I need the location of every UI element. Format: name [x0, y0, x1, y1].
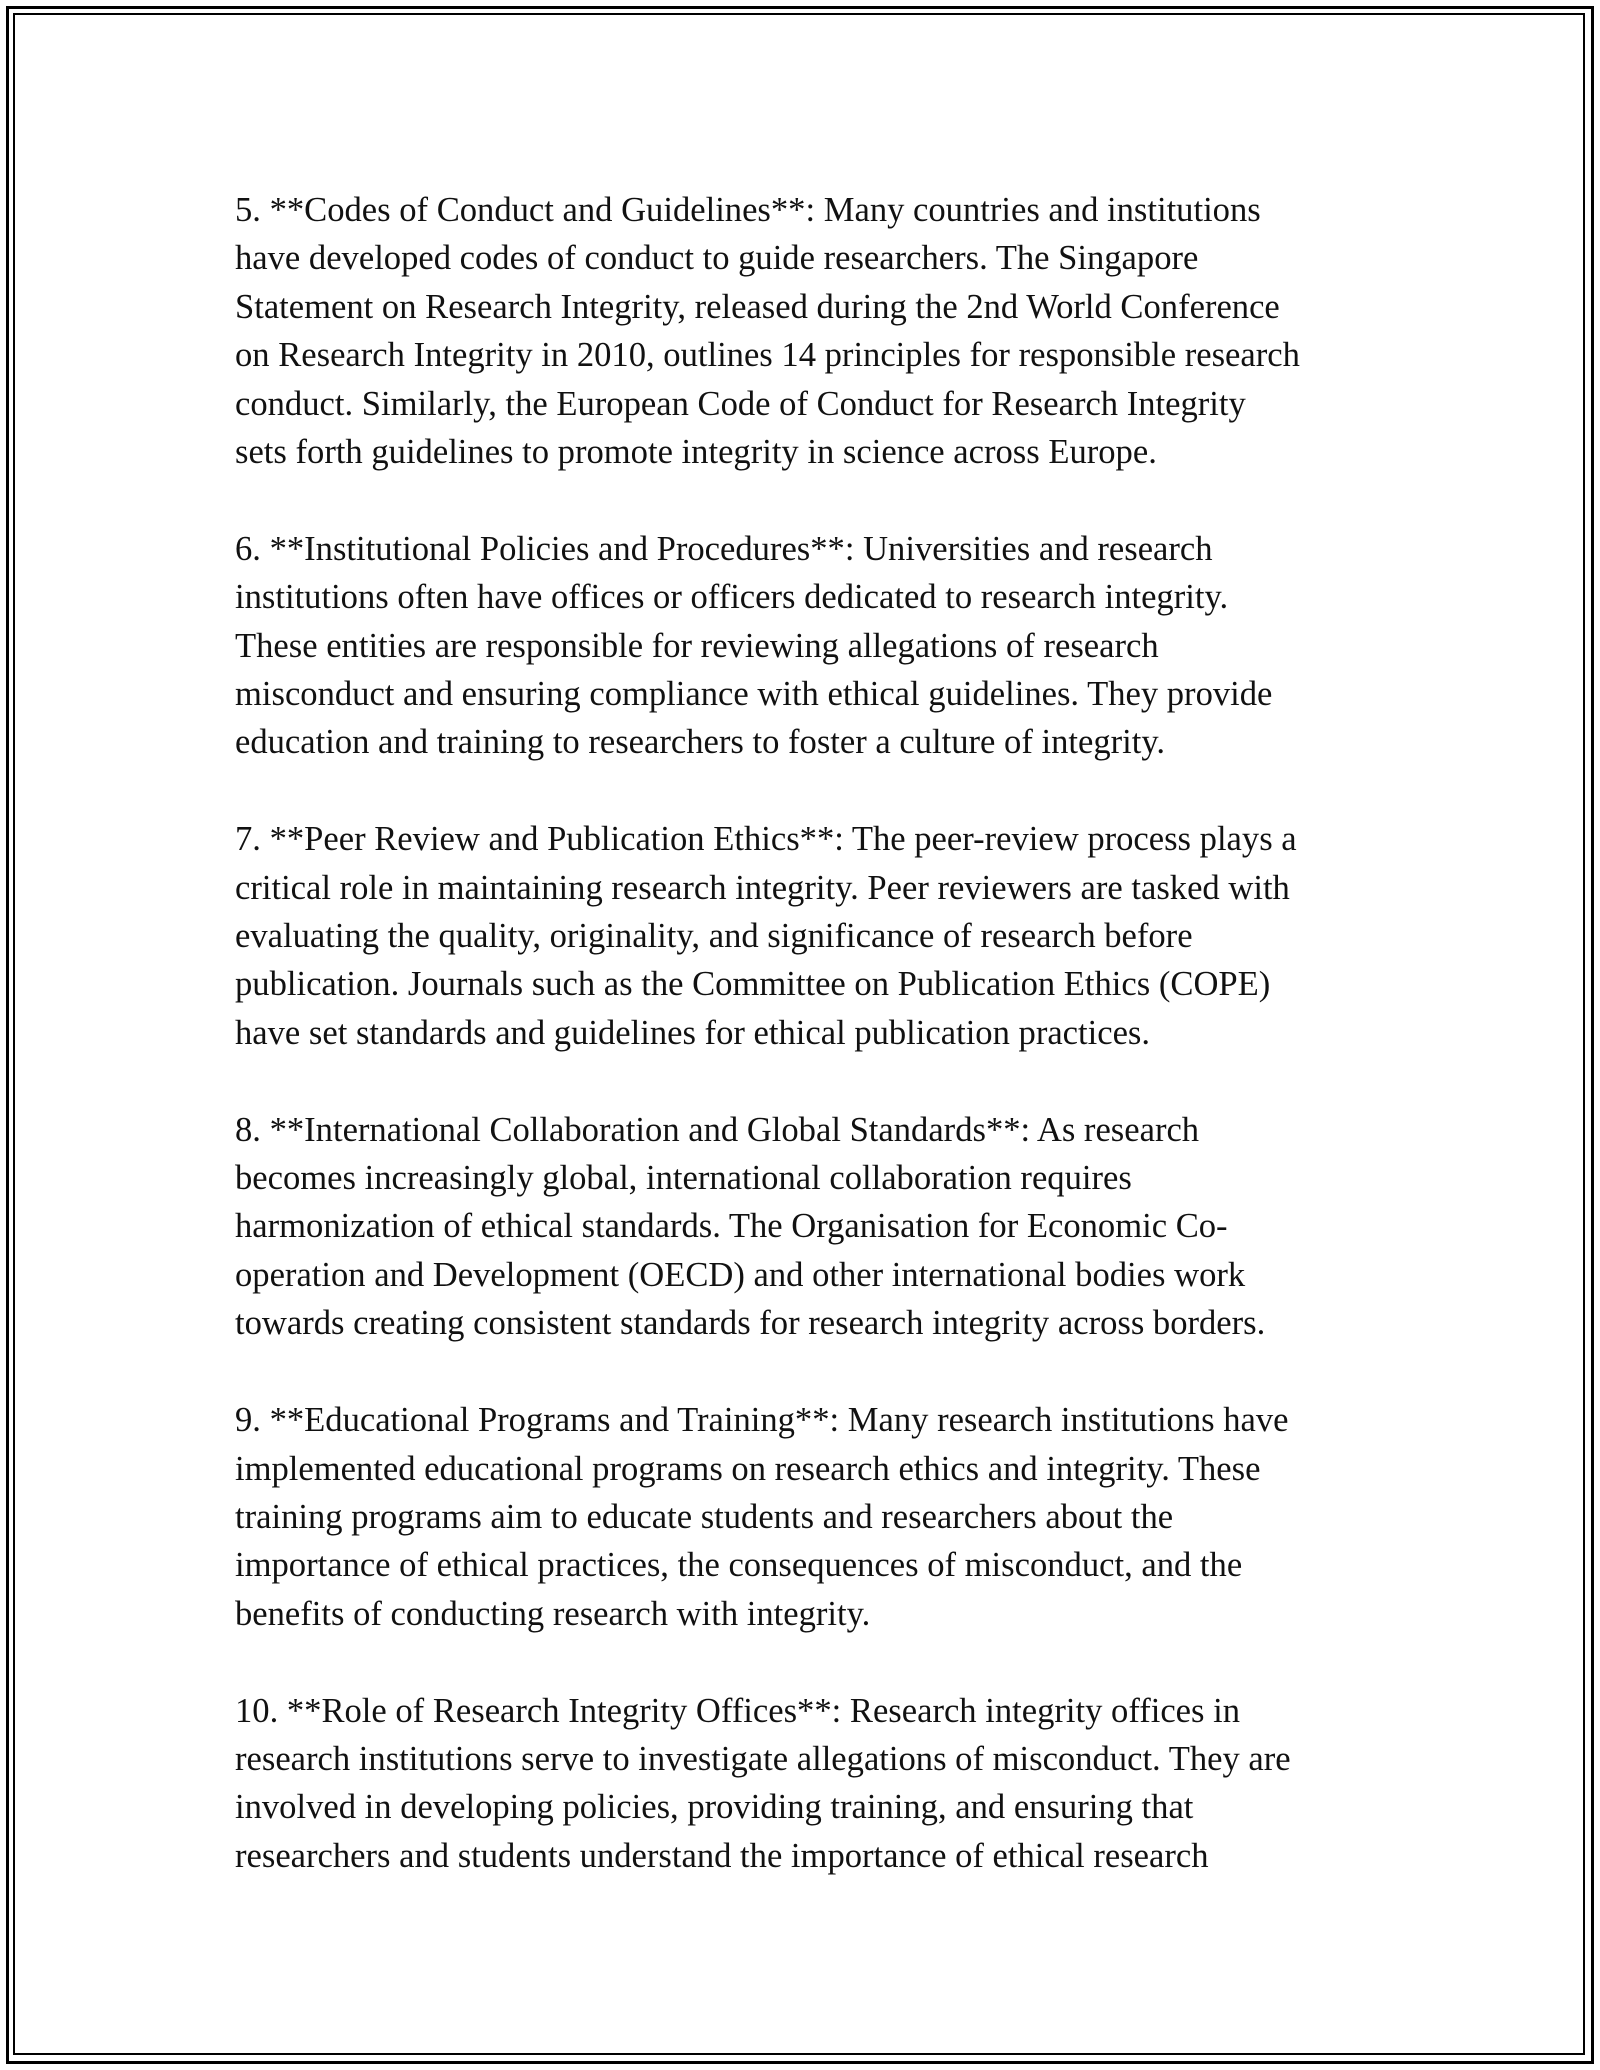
- text-line: 7. **Peer Review and Publication Ethics**: The peer-review process plays a: [235, 820, 1297, 859]
- text-line: conduct. Similarly, the European Code of Conduct for Research Integrity: [235, 384, 1246, 423]
- text-line: researchers and students understand the importance of ethical research: [235, 1836, 1209, 1875]
- text-line: 10. **Role of Research Integrity Offices**: Research integrity offices in: [235, 1691, 1241, 1730]
- paragraph-peer-review: [235, 815, 1365, 1057]
- text-line: towards creating consistent standards for research integrity across borders.: [235, 1304, 1266, 1343]
- text-line: 8. **International Collaboration and Global Standards**: As research: [235, 1110, 1200, 1149]
- text-line: have set standards and guidelines for ethical publication practices.: [235, 1013, 1151, 1052]
- text-line: publication. Journals such as the Committee on Publication Ethics (COPE): [235, 965, 1271, 1004]
- text-line: education and training to researchers to foster a culture of integrity.: [235, 723, 1166, 762]
- text-line: 5. **Codes of Conduct and Guidelines**: Many countries and institutions: [235, 191, 1261, 229]
- text-line: These entities are responsible for reviewing allegations of research: [235, 626, 1159, 665]
- text-line: sets forth guidelines to promote integrity in science across Europe.: [235, 433, 1157, 472]
- paragraph-educational-programs: [235, 1396, 1365, 1638]
- text-line: research institutions serve to investigate allegations of misconduct. They are: [235, 1739, 1291, 1778]
- text-line: Statement on Research Integrity, released during the 2nd World Conference: [235, 287, 1280, 326]
- text-line: importance of ethical practices, the consequences of misconduct, and the: [235, 1546, 1243, 1585]
- text-line: involved in developing policies, providing training, and ensuring that: [235, 1788, 1194, 1827]
- text-line: becomes increasingly global, international collaboration requires: [235, 1159, 1132, 1198]
- paragraph-institutional-policies: [235, 525, 1365, 767]
- text-line: training programs aim to educate students and researchers about the: [235, 1497, 1174, 1536]
- text-line: harmonization of ethical standards. The Organisation for Economic Co-: [235, 1207, 1228, 1246]
- text-line: 9. **Educational Programs and Training**: Many research institutions have: [235, 1401, 1289, 1440]
- text-line: evaluating the quality, originality, and significance of research before: [235, 917, 1193, 956]
- text-line: on Research Integrity in 2010, outlines 14 principles for responsible research: [235, 336, 1300, 375]
- text-line: institutions often have offices or officers dedicated to research integrity.: [235, 578, 1229, 617]
- paragraph-codes-of-conduct: [235, 186, 1365, 476]
- text-line: have developed codes of conduct to guide researchers. The Singapore: [235, 239, 1199, 278]
- document-body: [235, 186, 1365, 1929]
- text-line: misconduct and ensuring compliance with ethical guidelines. They provide: [235, 675, 1273, 714]
- text-line: implemented educational programs on research ethics and integrity. These: [235, 1449, 1261, 1488]
- paragraph-research-integrity-offices: [235, 1687, 1365, 1881]
- text-line: 6. **Institutional Policies and Procedures**: Universities and research: [235, 529, 1213, 568]
- text-line: benefits of conducting research with integrity.: [235, 1594, 871, 1633]
- text-line: operation and Development (OECD) and other international bodies work: [235, 1255, 1246, 1294]
- text-line: critical role in maintaining research integrity. Peer reviewers are tasked with: [235, 868, 1290, 907]
- paragraph-international-collaboration: [235, 1106, 1365, 1348]
